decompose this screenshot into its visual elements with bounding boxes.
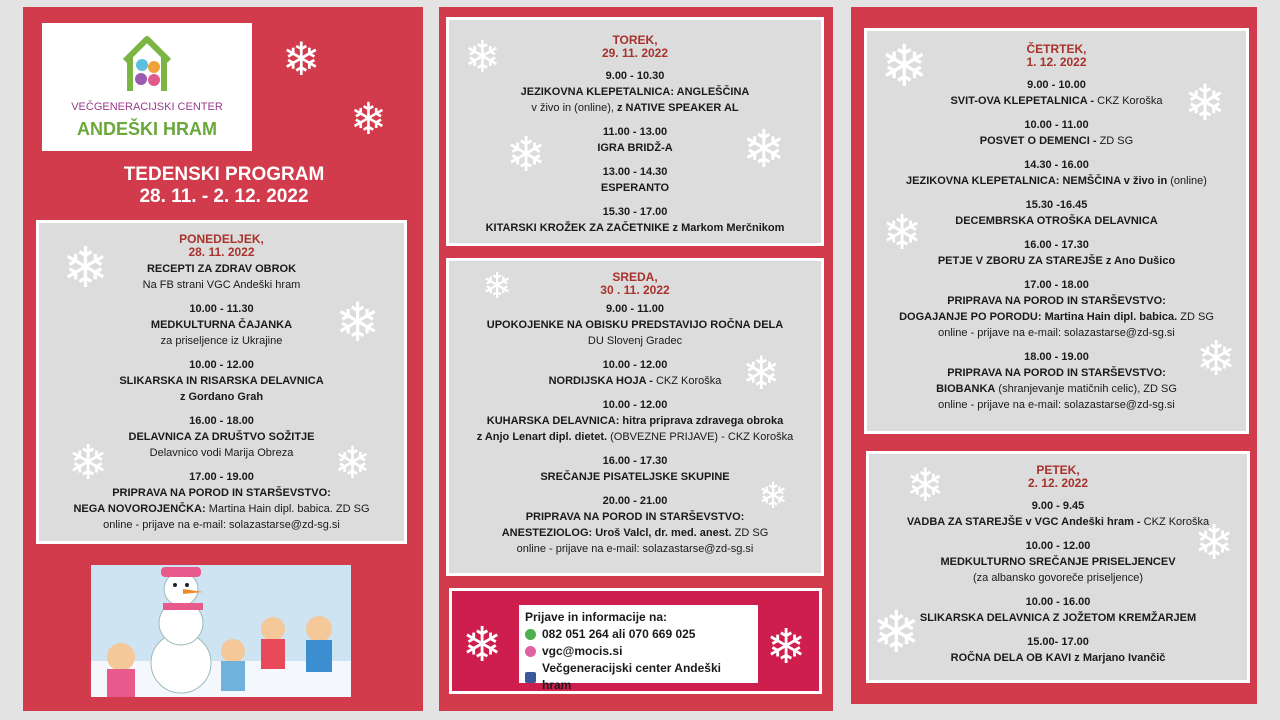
wednesday-event-3 <box>449 397 821 445</box>
thursday-day: ČETRTEK, <box>1026 42 1087 56</box>
email-icon <box>525 646 536 657</box>
snowflake-icon: ❄ <box>1184 75 1226 131</box>
event-time: 10.00 - 11.30 <box>189 303 254 315</box>
event-note: ZD SG <box>1177 311 1214 323</box>
event-time: 10.00 - 12.00 <box>1025 540 1091 552</box>
event-note: CKZ Koroška <box>1140 516 1210 528</box>
event-note: ZD SG <box>731 527 769 539</box>
contact-email-row <box>525 643 752 660</box>
event-note: ZD SG <box>1096 135 1134 147</box>
headline-title: TEDENSKI PROGRAM <box>123 164 325 185</box>
event-time: 13.00 - 14.30 <box>602 166 668 178</box>
event-title: ESPERANTO <box>600 182 670 194</box>
event-time: 9.00 - 9.45 <box>1031 500 1085 512</box>
event-title: SREČANJE PISATELJSKE SKUPINE <box>540 471 730 483</box>
event-note: Delavnico vodi Marija Obreza <box>149 447 294 459</box>
contact-heading: Prijave in informacije na: <box>525 610 668 624</box>
event-note: (shranjevanje matičnih celic), ZD SG <box>995 383 1177 395</box>
event-title-2: NEGA NOVOROJENČKA: <box>73 503 206 515</box>
friday-event-3 <box>869 594 1247 626</box>
tuesday-date: 29. 11. 2022 <box>601 46 669 60</box>
event-title-2: z Anjo Lenart dipl. dietet. <box>476 431 608 443</box>
snowflake-icon: ❄ <box>882 207 923 260</box>
event-time: 9.00 - 11.00 <box>605 303 665 315</box>
monday-event-3 <box>39 357 404 405</box>
snowflake-icon: ❄ <box>68 437 109 490</box>
event-title: ROČNA DELA OB KAVI z Marjano Ivančič <box>950 652 1166 664</box>
wednesday-date: 30 . 11. 2022 <box>600 283 670 297</box>
event-time: 15.30 - 17.00 <box>602 206 668 218</box>
event-note: Na FB strani VGC Andeški hram <box>142 279 301 291</box>
event-title: JEZIKOVNA KLEPETALNICA: NEMŠČINA v živo in <box>906 175 1168 187</box>
event-title-2: DOGAJANJE PO PORODU: Martina Hain dipl. babica. <box>899 311 1178 323</box>
event-note-2: online - prijave na e-mail: solazastarse@zd-sg.si <box>103 519 340 531</box>
thursday-date: 1. 12. 2022 <box>1026 55 1087 69</box>
event-note-2: online - prijave na e-mail: solazastarse@zd-sg.si <box>938 327 1175 339</box>
wednesday-event-1 <box>449 301 821 349</box>
event-time: 10.00 - 11.00 <box>1024 119 1089 131</box>
event-note: DU Slovenj Gradec <box>587 335 683 347</box>
event-time: 11.00 - 13.00 <box>602 126 668 138</box>
event-title: RECEPTI ZA ZDRAV OBROK <box>146 263 297 275</box>
monday-date: 28. 11. 2022 <box>188 245 255 259</box>
event-title-2: ANESTEZIOLOG: Uroš Valcl, dr. med. anest. <box>501 527 732 539</box>
thursday-event-4 <box>867 197 1246 229</box>
snowflake-icon: ❄ <box>282 33 321 85</box>
friday-event-4 <box>869 634 1247 666</box>
event-title: POSVET O DEMENCI - <box>979 135 1097 147</box>
event-note: (OBVEZNE PRIJAVE) - CKZ Koroška <box>607 431 794 443</box>
event-time: 16.00 - 17.30 <box>602 455 668 467</box>
snowflake-icon: ❄ <box>335 293 381 353</box>
event-title-2: BIOBANKA <box>936 383 996 395</box>
event-title: PETJE V ZBORU ZA STAREJŠE z Ano Dušico <box>937 255 1176 267</box>
event-note-2: online - prijave na e-mail: solazastarse@zd-sg.si <box>938 399 1175 411</box>
snowflake-icon: ❄ <box>62 236 109 299</box>
logo <box>42 23 252 151</box>
event-note: z Gordano Grah <box>179 391 264 403</box>
event-title: PRIPRAVA NA POROD IN STARŠEVSTVO: <box>947 367 1166 379</box>
snowflake-icon: ❄ <box>334 439 371 488</box>
event-time: 16.00 - 18.00 <box>189 415 254 427</box>
event-title: PRIPRAVA NA POROD IN STARŠEVSTVO: <box>525 511 745 523</box>
event-time: 16.00 - 17.30 <box>1024 239 1089 251</box>
event-time: 18.00 - 19.00 <box>1024 351 1089 363</box>
event-note: Martina Hain dipl. babica. ZD SG <box>205 503 370 515</box>
contact-phone[interactable]: 082 051 264 ali 070 669 025 <box>542 627 696 641</box>
snowflake-icon: ❄ <box>1194 517 1235 570</box>
event-title: DECEMBRSKA OTROŠKA DELAVNICA <box>955 215 1158 227</box>
monday-day: PONEDELJEK, <box>179 232 264 246</box>
snowflake-icon: ❄ <box>872 600 921 665</box>
event-title: SVIT-OVA KLEPETALNICA - <box>950 95 1095 107</box>
snowflake-icon: ❄ <box>742 347 781 399</box>
event-time: 9.00 - 10.30 <box>605 70 665 82</box>
friday-event-2 <box>869 538 1247 586</box>
snowflake-icon: ❄ <box>880 34 929 99</box>
event-title: MEDKULTURNO SREČANJE PRISELJENCEV <box>940 556 1176 568</box>
friday-day: PETEK, <box>1036 463 1080 477</box>
thursday-event-6 <box>867 277 1246 341</box>
event-note: v živo in (online), <box>531 102 617 114</box>
event-time: 15.00- 17.00 <box>1027 636 1089 648</box>
event-note-bold: z NATIVE SPEAKER AL <box>616 102 739 114</box>
event-title: IGRA BRIDŽ-A <box>597 142 673 154</box>
event-time: 10.00 - 12.00 <box>602 359 668 371</box>
contact-email[interactable]: vgc@mocis.si <box>542 644 623 658</box>
snowflake-icon: ❄ <box>462 619 503 672</box>
contact-facebook-row <box>525 660 752 694</box>
event-title: SLIKARSKA IN RISARSKA DELAVNICA <box>119 375 324 387</box>
event-time: 9.00 - 10.00 <box>1027 79 1086 91</box>
event-time: 17.00 - 18.00 <box>1024 279 1089 291</box>
winter-snowman-illustration <box>91 565 351 697</box>
snowflake-icon: ❄ <box>482 265 513 306</box>
contact-facebook[interactable]: Večgeneracijski center Andeški hram <box>542 661 721 692</box>
event-title: KUHARSKA DELAVNICA: hitra priprava zdravega obroka <box>486 415 784 427</box>
snowflake-icon: ❄ <box>742 121 786 179</box>
tuesday-event-4 <box>449 204 821 236</box>
event-note: CKZ Koroška <box>1094 95 1163 107</box>
logo-line-1: VEČGENERACIJSKI CENTER <box>71 101 223 113</box>
event-title: KITARSKI KROŽEK ZA ZAČETNIKE z Markom Merčnikom <box>485 222 785 234</box>
friday-date: 2. 12. 2022 <box>1027 476 1089 490</box>
event-note: za priseljence iz Ukrajine <box>160 335 283 347</box>
event-title: DELAVNICA ZA DRUŠTVO SOŽITJE <box>128 431 315 443</box>
event-title: VADBA ZA STAREJŠE v VGC Andeški hram - <box>906 516 1141 528</box>
event-title: UPOKOJENKE NA OBISKU PREDSTAVIJO ROČNA DELA <box>486 319 784 331</box>
event-time: 10.00 - 12.00 <box>602 399 668 411</box>
headline-dates: 28. 11. - 2. 12. 2022 <box>139 186 309 207</box>
snowflake-icon: ❄ <box>464 33 501 82</box>
snowflake-icon: ❄ <box>1196 333 1237 386</box>
event-title: NORDIJSKA HOJA - <box>548 375 653 387</box>
event-note-2: online - prijave na e-mail: solazastarse@zd-sg.si <box>516 543 754 555</box>
snowflake-icon: ❄ <box>906 459 945 511</box>
snowflake-icon: ❄ <box>758 475 789 516</box>
event-note: (online) <box>1167 175 1207 187</box>
snowflake-icon: ❄ <box>766 621 807 674</box>
event-note: (za albansko govoreče priseljence) <box>973 572 1143 584</box>
thursday-event-5 <box>867 237 1246 269</box>
event-title: JEZIKOVNA KLEPETALNICA: ANGLEŠČINA <box>520 86 750 98</box>
event-time: 10.00 - 12.00 <box>189 359 254 371</box>
event-time: 15.30 -16.45 <box>1025 199 1088 211</box>
event-title: MEDKULTURNA ČAJANKA <box>150 319 293 331</box>
phone-icon <box>525 629 536 640</box>
house-logo-icon <box>121 35 173 93</box>
event-time: 20.00 - 21.00 <box>602 495 668 507</box>
event-title: PRIPRAVA NA POROD IN STARŠEVSTVO: <box>112 487 331 499</box>
event-note: CKZ Koroška <box>652 375 722 387</box>
event-time: 14.30 - 16.00 <box>1024 159 1089 171</box>
tuesday-event-1 <box>449 68 821 116</box>
facebook-icon <box>525 672 536 683</box>
snowflake-icon: ❄ <box>506 129 547 182</box>
contact-phone-row <box>525 626 752 643</box>
snowflake-icon: ❄ <box>350 95 387 144</box>
thursday-event-3 <box>867 157 1246 189</box>
event-time: 17.00 - 19.00 <box>189 471 254 483</box>
wednesday-day: SREDA, <box>612 270 658 284</box>
event-title: SLIKARSKA DELAVNICA Z JOŽETOM KREMŽARJEM <box>919 612 1197 624</box>
thursday-event-7 <box>867 349 1246 413</box>
event-time: 10.00 - 16.00 <box>1025 596 1091 608</box>
tuesday-day: TOREK, <box>612 33 658 47</box>
event-title: PRIPRAVA NA POROD IN STARŠEVSTVO: <box>947 295 1166 307</box>
contact-box <box>519 605 758 692</box>
logo-line-2: ANDEŠKI HRAM <box>76 119 217 139</box>
